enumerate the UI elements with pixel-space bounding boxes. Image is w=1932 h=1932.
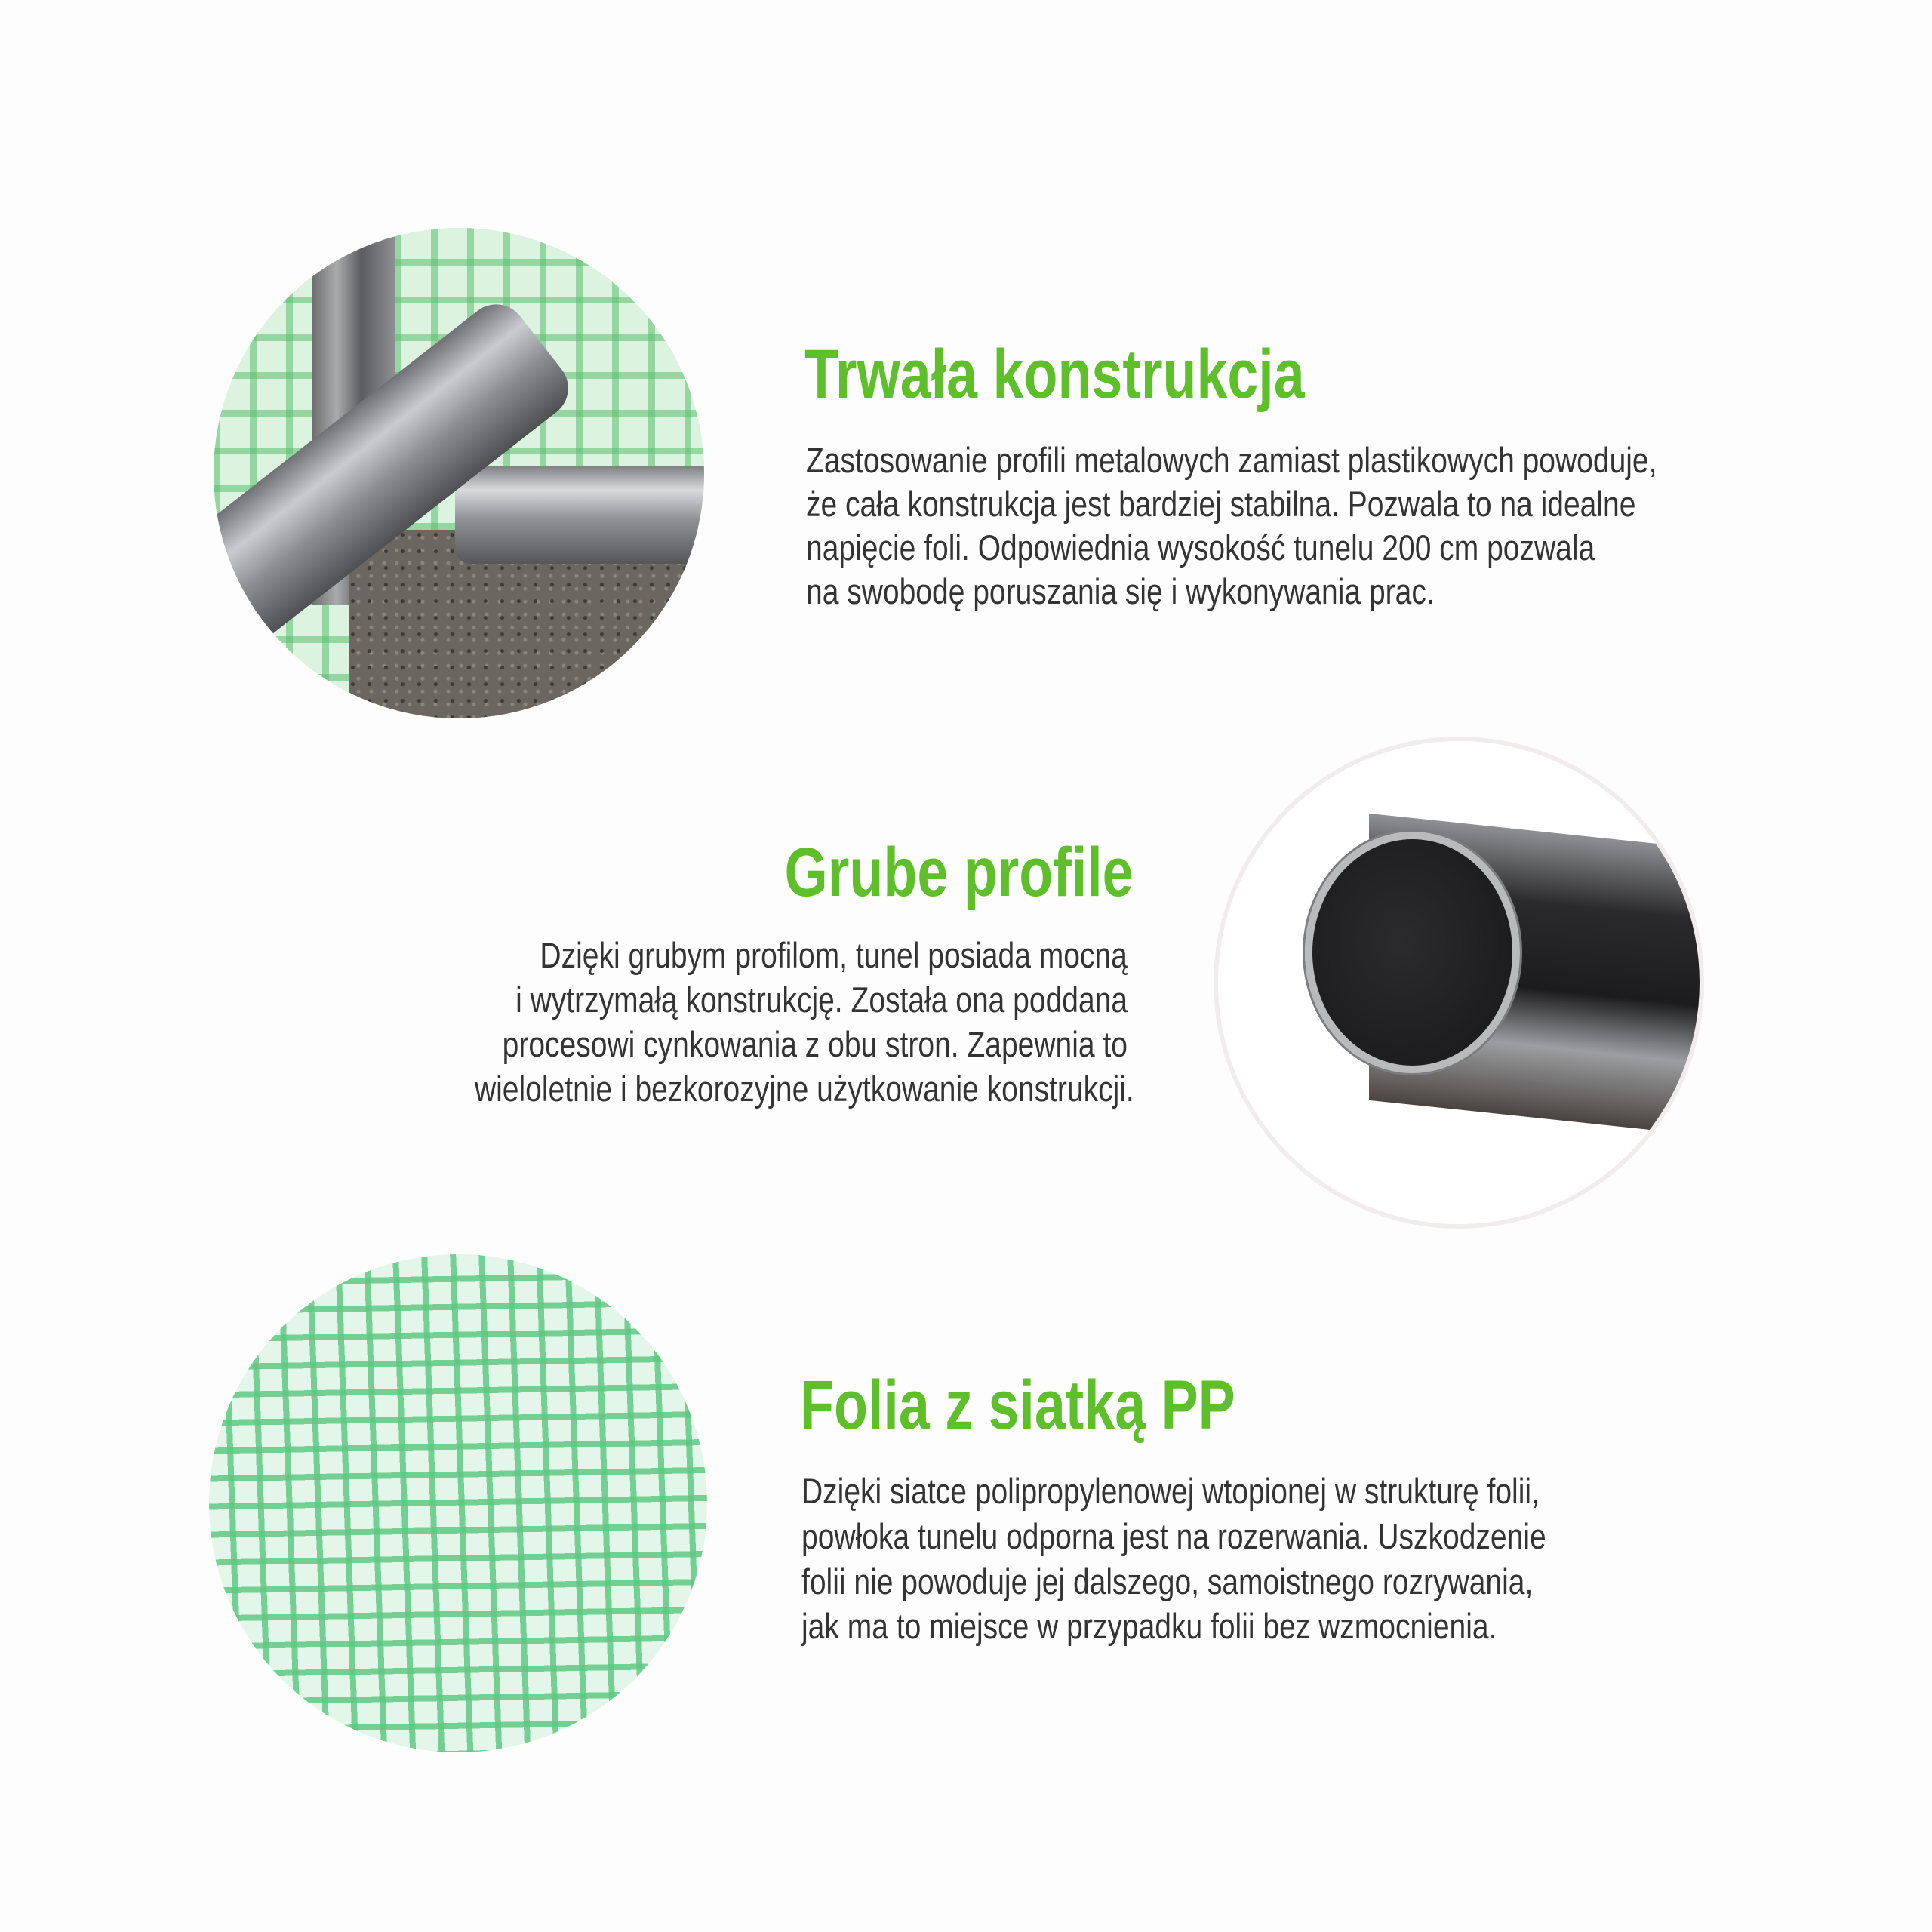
feature-heading: Folia z siatką PP [800, 1367, 1235, 1444]
feature-text-line: jak ma to miejsce w przypadku folii bez wzmocnienia. [801, 1606, 1497, 1646]
feature-text-line: Zastosowanie profili metalowych zamiast plastikowych powoduje, [806, 440, 1657, 480]
horizontal-pipe [455, 466, 704, 564]
feature-text-line: powłoka tunelu odporna jest na rozerwania. Uszkodzenie [801, 1516, 1546, 1556]
feature-text-line: wieloletnie i bezkorozyjne użytkowanie konstrukcji. [475, 1069, 1134, 1109]
feature-text-line: że cała konstrukcja jest bardziej stabilna. Pozwala to na idealne [806, 484, 1636, 524]
feature-text-line: Dzięki grubym profilom, tunel posiada mocną [540, 935, 1128, 975]
feature-text-line: Dzięki siatce polipropylenowej wtopionej w strukturę folii, [801, 1471, 1540, 1511]
feature-text-line: procesowi cynkowania z obu stron. Zapewnia to [502, 1024, 1128, 1064]
feature-text-line: folii nie powoduje jej dalszego, samoistnego rozrywania, [801, 1561, 1534, 1601]
feature-text-line: i wytrzymałą konstrukcję. Została ona poddana [515, 980, 1128, 1020]
feature-heading: Grube profile [784, 834, 1134, 911]
metal-frame-joint-image [214, 228, 704, 718]
feature-heading: Trwała konstrukcja [804, 336, 1305, 413]
steel-tube-image [1218, 741, 1700, 1224]
tube-opening [1305, 832, 1520, 1073]
pp-mesh-image [209, 1254, 707, 1752]
feature-text-line: napięcie foli. Odpowiednia wysokość tunelu 200 cm pozwala [806, 528, 1595, 568]
feature-text-line: na swobodę poruszania się i wykonywania prac. [806, 571, 1435, 611]
